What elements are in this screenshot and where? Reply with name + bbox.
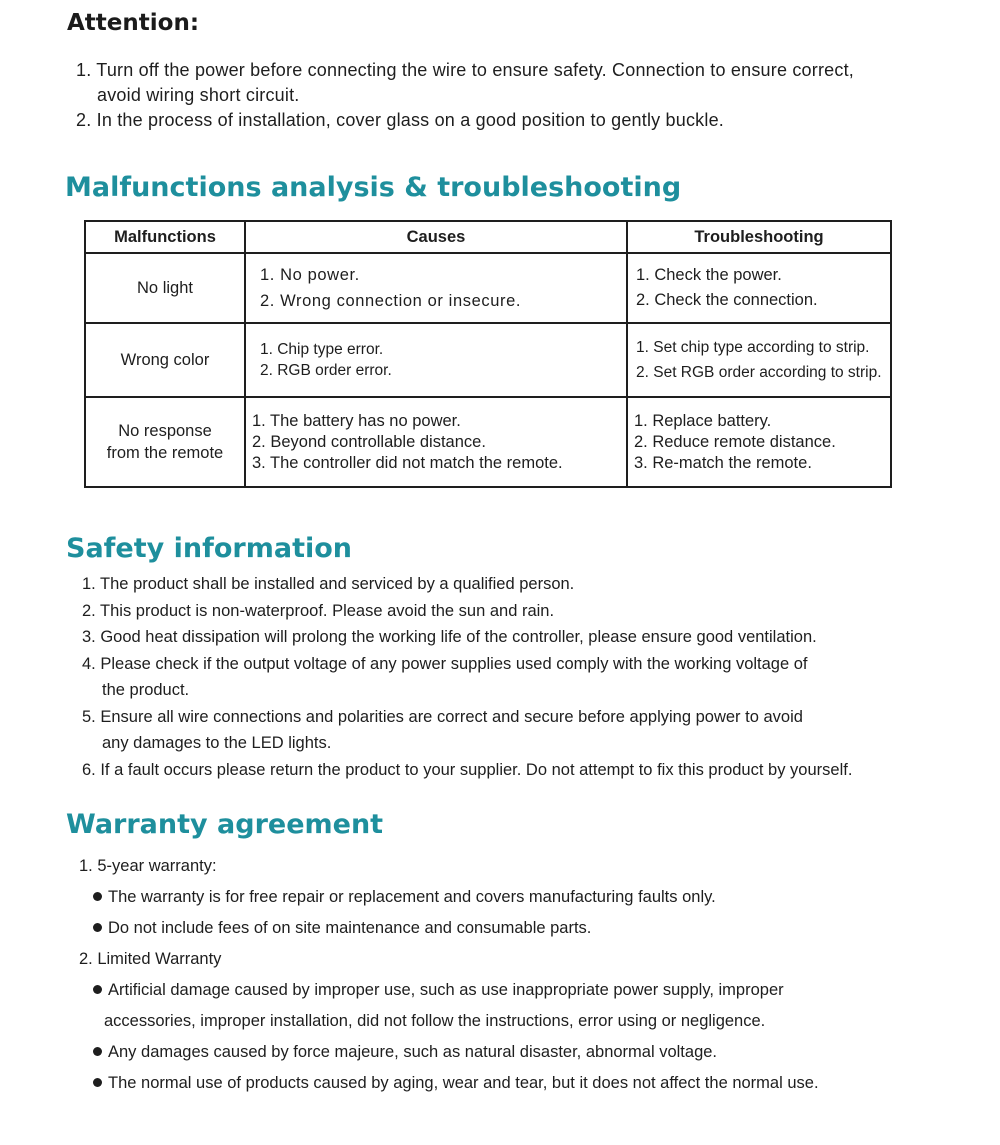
cell-text: No light [137, 279, 193, 297]
cell-text: 1. Chip type error. [260, 341, 384, 358]
warranty-bullet [79, 913, 819, 944]
safety-item [82, 624, 852, 651]
cell-text: 2. RGB order error. [260, 362, 392, 379]
safety-item [82, 571, 852, 598]
warranty-bullet [79, 1068, 819, 1099]
cell-text: 3. Re-match the remote. [634, 453, 812, 472]
attention-item-line: avoid wiring short circuit. [97, 85, 300, 105]
attention-item-line: 2. In the process of installation, cover glass on a good position to gently buckle. [76, 110, 724, 130]
cell-text: 1. No power. [260, 266, 360, 284]
cell-text: 2. Reduce remote distance. [634, 432, 836, 451]
warranty-bullet-text: Artificial damage caused by improper use, such as use inappropriate power supply, improper [108, 981, 784, 999]
bullet-icon [93, 923, 102, 932]
table-row [85, 323, 891, 397]
bullet-icon [93, 985, 102, 994]
attention-item [76, 108, 854, 133]
malfunctions-title: Malfunctions analysis & troubleshooting [65, 172, 682, 203]
bullet-icon [93, 1047, 102, 1056]
warranty-list [79, 851, 819, 1099]
warranty-bullet [79, 975, 819, 1037]
troubleshooting-cell [627, 323, 891, 397]
troubleshooting-table [84, 220, 892, 488]
warranty-item: 1. 5-year warranty: [79, 857, 217, 875]
safety-item-line: 6. If a fault occurs please return the product to your supplier. Do not attempt to fix this product by yourself. [82, 760, 853, 779]
warranty-bullet-text: Any damages caused by force majeure, such as natural disaster, abnormal voltage. [108, 1043, 718, 1061]
attention-item [76, 58, 854, 108]
table-header-row [85, 221, 891, 253]
safety-list [82, 571, 852, 783]
attention-item-line: 1. Turn off the power before connecting the wire to ensure safety. Connection to ensure correct, [76, 60, 854, 80]
warranty-bullet-text: The normal use of products caused by aging, wear and tear, but it does not affect the normal use. [108, 1074, 819, 1092]
safety-item-line: 5. Ensure all wire connections and polarities are correct and secure before applying power to avoid [82, 707, 803, 726]
table-header-malfunctions: Malfunctions [85, 221, 245, 253]
cell-text: 1. Replace battery. [634, 411, 772, 430]
safety-item [82, 757, 852, 784]
warranty-item: 2. Limited Warranty [79, 950, 222, 968]
warranty-bullet-text: The warranty is for free repair or replacement and covers manufacturing faults only. [108, 888, 716, 906]
cell-text: 2. Set RGB order according to strip. [636, 364, 882, 381]
warranty-bullet [79, 882, 819, 913]
table-row [85, 253, 891, 323]
table-header-causes: Causes [245, 221, 627, 253]
cell-text: 2. Check the connection. [636, 291, 818, 309]
attention-list [76, 58, 854, 133]
troubleshooting-cell [627, 253, 891, 323]
cell-text: from the remote [106, 444, 224, 462]
warranty-bullet [79, 1037, 819, 1068]
causes-cell [245, 253, 627, 323]
safety-item [82, 598, 852, 625]
safety-item-line: 1. The product shall be installed and serviced by a qualified person. [82, 575, 575, 593]
cell-text: 1. Check the power. [636, 266, 782, 284]
safety-item [82, 651, 852, 704]
safety-item-line: any damages to the LED lights. [102, 734, 332, 752]
malfunction-cell [85, 397, 245, 487]
warranty-bullet-text: accessories, improper installation, did not follow the instructions, error using or negligence. [104, 1012, 766, 1030]
safety-title: Safety information [66, 533, 353, 564]
bullet-icon [93, 1078, 102, 1087]
cell-text: 1. The battery has no power. [252, 411, 461, 430]
table-row [85, 397, 891, 487]
malfunction-cell [85, 323, 245, 397]
causes-cell [245, 397, 627, 487]
safety-item-line: 2. This product is non-waterproof. Please avoid the sun and rain. [82, 601, 555, 620]
troubleshooting-cell [627, 397, 891, 487]
cell-text: 3. The controller did not match the remote. [252, 453, 563, 472]
table-header-troubleshooting: Troubleshooting [627, 221, 891, 253]
causes-cell [245, 323, 627, 397]
bullet-icon [93, 892, 102, 901]
safety-item-line: the product. [102, 681, 190, 699]
safety-item [82, 704, 852, 757]
cell-text: No response [118, 422, 212, 440]
cell-text: Wrong color [120, 351, 210, 369]
attention-title: Attention: [67, 10, 200, 36]
malfunction-cell [85, 253, 245, 323]
cell-text: 2. Wrong connection or insecure. [260, 292, 522, 310]
safety-item-line: 4. Please check if the output voltage of any power supplies used comply with the working voltage of [82, 654, 808, 673]
warranty-bullet-text: Do not include fees of on site maintenance and consumable parts. [108, 919, 592, 937]
warranty-title: Warranty agreement [66, 809, 384, 840]
cell-text: 1. Set chip type according to strip. [636, 339, 870, 356]
cell-text: 2. Beyond controllable distance. [252, 432, 486, 451]
safety-item-line: 3. Good heat dissipation will prolong the working life of the controller, please ensure good ventilation. [82, 628, 817, 646]
